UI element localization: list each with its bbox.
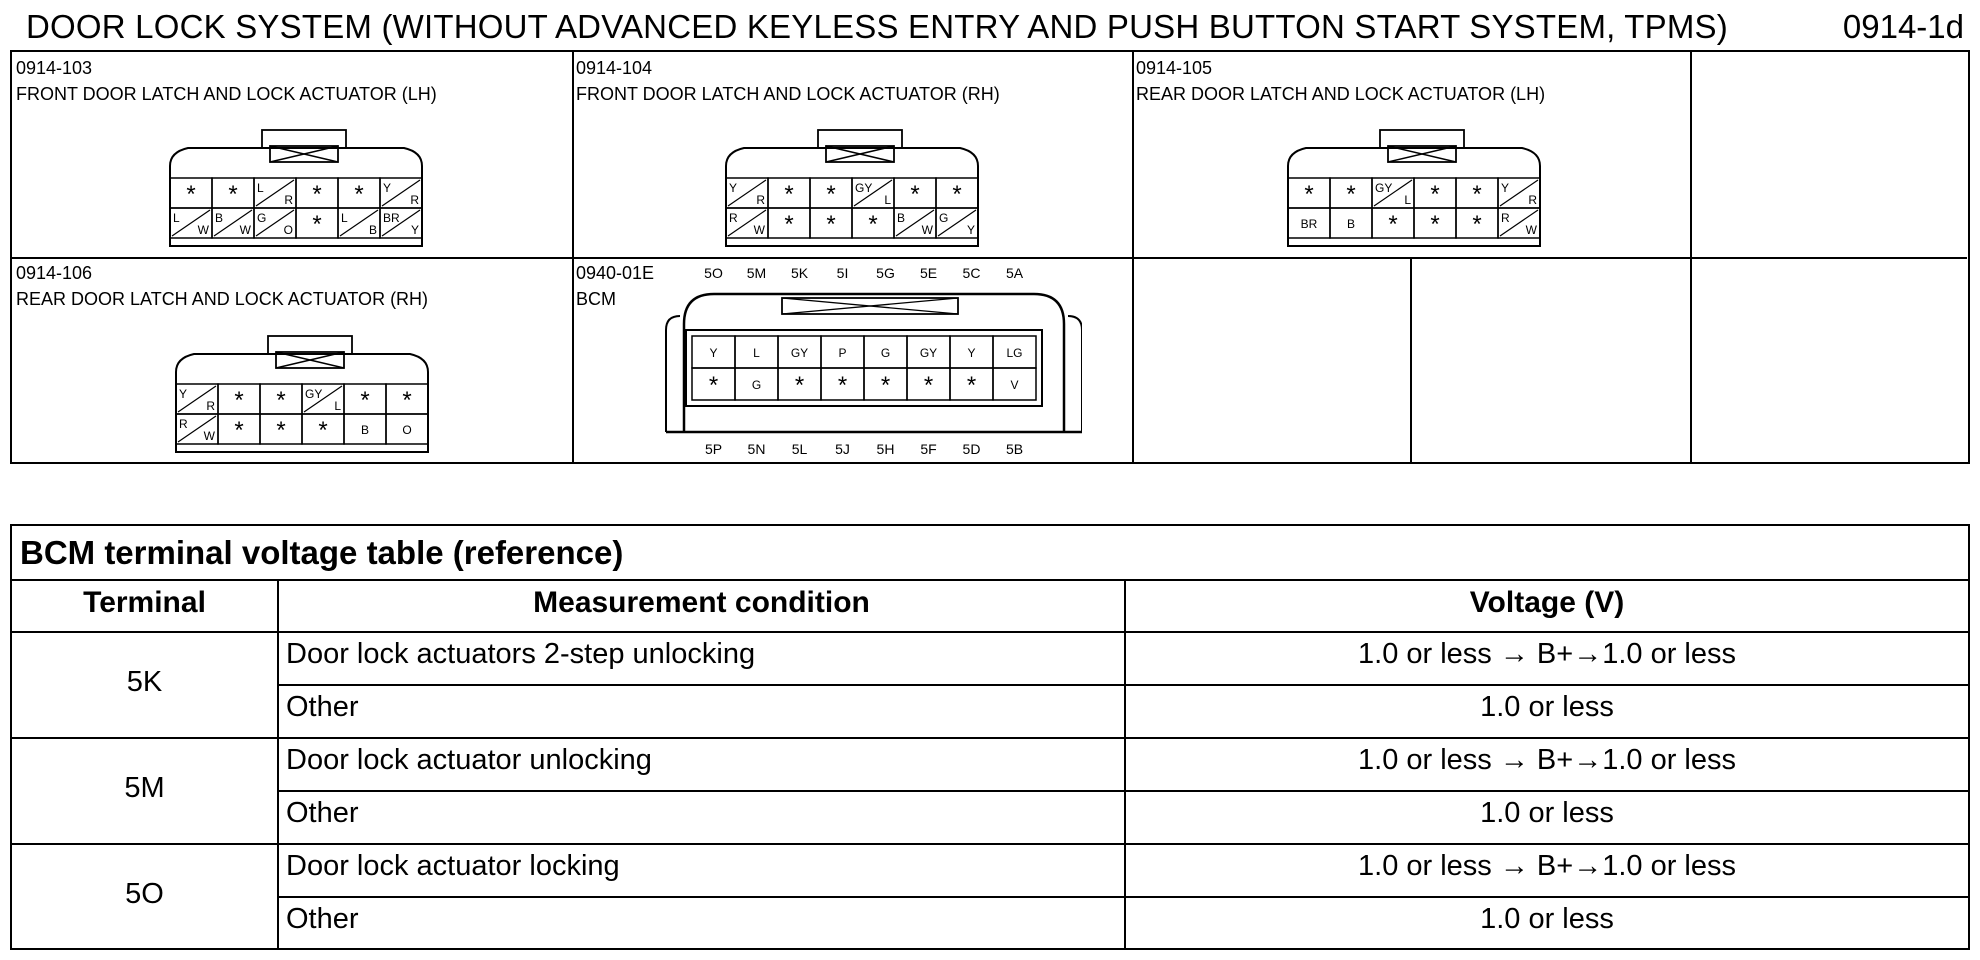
pin-wire-color: R: [179, 417, 188, 431]
grid-divider: [1132, 52, 1134, 462]
pin-unused-mark: *: [1472, 211, 1482, 238]
connector-diagram: [168, 332, 438, 456]
pin-unused-mark: *: [910, 181, 920, 208]
pin-number-label: 5N: [747, 441, 766, 457]
pin-unused-mark: *: [186, 181, 196, 208]
connector-name: FRONT DOOR LATCH AND LOCK ACTUATOR (RH): [576, 84, 1000, 104]
pin-unused-mark: *: [794, 372, 805, 399]
pin-unused-mark: *: [228, 181, 238, 208]
pin-wire-color: BR: [383, 211, 400, 225]
pin-unused-mark: *: [234, 417, 244, 444]
pin-wire-color: G: [257, 211, 267, 225]
pin-unused-mark: *: [1430, 211, 1440, 238]
voltage-cell: 1.0 or less: [1480, 691, 1614, 723]
pin-unused-mark: *: [276, 417, 286, 444]
pin-number-label: 5K: [790, 265, 809, 281]
pin-wire-color: L: [334, 399, 341, 413]
pin-number-label: 5F: [920, 441, 937, 457]
pin-wire-color: Y: [729, 181, 738, 195]
pin-unused-mark: *: [826, 211, 836, 238]
pin-unused-mark: *: [966, 372, 977, 399]
connector-id: 0914-106: [16, 263, 93, 283]
pin-wire-color: O: [402, 423, 412, 437]
pin-number-label: 5C: [962, 265, 981, 281]
table-divider: [277, 580, 279, 948]
pin-wire-color: L: [341, 211, 348, 225]
connector-name: FRONT DOOR LATCH AND LOCK ACTUATOR (LH): [16, 84, 437, 104]
grid-divider: [1410, 258, 1412, 462]
pin-unused-mark: *: [868, 211, 878, 238]
pin-number-label: 5L: [791, 441, 808, 457]
pin-unused-mark: *: [360, 387, 370, 414]
bcm-connector-flange: [1068, 316, 1082, 432]
pin-wire-color: L: [1404, 193, 1411, 207]
pin-number-label: 5O: [704, 265, 723, 281]
pin-number-label: 5E: [919, 265, 938, 281]
connector-id: 0940-01E: [576, 263, 655, 283]
pin-wire-color: Y: [1501, 181, 1510, 195]
connector-diagram: [1280, 126, 1550, 250]
pin-wire-color: P: [838, 346, 847, 360]
pin-unused-mark: *: [1472, 181, 1482, 208]
pin-wire-color: GY: [305, 387, 323, 401]
pin-unused-mark: *: [880, 372, 891, 399]
pin-wire-color: Y: [967, 346, 976, 360]
voltage-cell: 1.0 or less: [1480, 797, 1614, 829]
bcm-connector-flange: [666, 316, 680, 432]
pin-wire-color: Y: [410, 223, 419, 237]
pin-unused-mark: *: [837, 372, 848, 399]
pin-wire-color: R: [410, 193, 419, 207]
pin-unused-mark: *: [1304, 181, 1314, 208]
terminal-cell: 5M: [124, 772, 165, 804]
connector-name: REAR DOOR LATCH AND LOCK ACTUATOR (LH): [1136, 84, 1546, 104]
pin-wire-color: GY: [1375, 181, 1393, 195]
pin-wire-color: W: [239, 223, 251, 237]
pin-wire-color: L: [884, 193, 891, 207]
pin-wire-color: W: [197, 223, 209, 237]
pin-wire-color: B: [1346, 217, 1356, 231]
pin-wire-color: B: [360, 423, 370, 437]
condition-cell: Door lock actuators 2-step unlocking: [286, 638, 756, 670]
voltage-table: [10, 524, 1970, 950]
pin-unused-mark: *: [784, 181, 794, 208]
pin-number-label: 5M: [746, 265, 767, 281]
terminal-cell: 5K: [126, 666, 163, 698]
condition-cell: Door lock actuator locking: [286, 850, 620, 882]
pin-wire-color: B: [897, 211, 906, 225]
pin-wire-color: R: [206, 399, 215, 413]
voltage-cell: 1.0 or less → B+→1.0 or less: [1358, 850, 1736, 882]
pin-wire-color: V: [1010, 378, 1019, 392]
pin-unused-mark: *: [923, 372, 934, 399]
pin-wire-color: Y: [966, 223, 975, 237]
connector-name: REAR DOOR LATCH AND LOCK ACTUATOR (RH): [16, 289, 429, 309]
pin-wire-color: Y: [179, 387, 188, 401]
pin-wire-color: G: [880, 346, 891, 360]
connector-id: 0914-104: [576, 58, 653, 78]
pin-wire-color: L: [753, 346, 760, 360]
pin-wire-color: R: [1528, 193, 1537, 207]
pin-wire-color: W: [753, 223, 765, 237]
pin-unused-mark: *: [354, 181, 364, 208]
table-divider: [12, 843, 1968, 845]
pin-wire-color: GY: [919, 346, 938, 360]
table-title: BCM terminal voltage table (reference): [20, 534, 624, 571]
table-divider: [12, 737, 1968, 739]
condition-cell: Door lock actuator unlocking: [286, 744, 652, 776]
pin-number-label: 5P: [704, 441, 723, 457]
pin-wire-color: R: [1501, 211, 1510, 225]
pin-wire-color: GY: [855, 181, 873, 195]
pin-unused-mark: *: [312, 181, 322, 208]
pin-wire-color: G: [751, 378, 762, 392]
connector-grid: [10, 50, 1970, 464]
pin-number-label: 5I: [836, 265, 849, 281]
pin-wire-color: L: [257, 181, 264, 195]
condition-cell: Other: [286, 903, 359, 935]
voltage-cell: 1.0 or less: [1480, 903, 1614, 935]
pin-unused-mark: *: [1346, 181, 1356, 208]
pin-wire-color: R: [756, 193, 765, 207]
page-title: DOOR LOCK SYSTEM (WITHOUT ADVANCED KEYLESS ENTRY AND PUSH BUTTON START SYSTEM, TPMS): [26, 8, 1728, 45]
pin-wire-color: LG: [1006, 346, 1023, 360]
pin-unused-mark: *: [402, 387, 412, 414]
terminal-cell: 5O: [125, 878, 164, 910]
pin-wire-color: O: [283, 223, 293, 237]
voltage-cell: 1.0 or less → B+→1.0 or less: [1358, 744, 1736, 776]
pin-unused-mark: *: [312, 211, 322, 238]
header-condition: Measurement condition: [533, 586, 870, 619]
connector-id: 0914-103: [16, 58, 93, 78]
connector-id: 0914-105: [1136, 58, 1213, 78]
bcm-connector-diagram: [662, 260, 1082, 460]
pin-wire-color: R: [284, 193, 293, 207]
header-terminal: Terminal: [83, 586, 206, 619]
pin-unused-mark: *: [952, 181, 962, 208]
pin-wire-color: GY: [790, 346, 809, 360]
pin-wire-color: Y: [709, 346, 718, 360]
table-divider: [12, 631, 1968, 633]
pin-wire-color: W: [203, 429, 215, 443]
pin-wire-color: BR: [1300, 217, 1318, 231]
pin-number-label: 5G: [876, 265, 895, 281]
pin-unused-mark: *: [1388, 211, 1398, 238]
table-divider: [278, 896, 1968, 898]
voltage-cell: 1.0 or less → B+→1.0 or less: [1358, 638, 1736, 670]
connector-diagram: [162, 126, 432, 250]
pin-wire-color: R: [729, 211, 738, 225]
condition-cell: Other: [286, 797, 359, 829]
pin-wire-color: W: [921, 223, 933, 237]
pin-unused-mark: *: [1430, 181, 1440, 208]
pin-wire-color: B: [368, 223, 377, 237]
connector-diagram: [718, 126, 988, 250]
header-voltage: Voltage (V): [1469, 586, 1625, 619]
grid-divider: [572, 52, 574, 462]
grid-divider: [12, 257, 1967, 259]
connector-name: BCM: [576, 289, 616, 309]
table-divider: [278, 684, 1968, 686]
pin-wire-color: G: [939, 211, 949, 225]
pin-unused-mark: *: [826, 181, 836, 208]
condition-cell: Other: [286, 691, 359, 723]
pin-number-label: 5H: [876, 441, 895, 457]
pin-wire-color: B: [215, 211, 224, 225]
pin-number-label: 5D: [962, 441, 981, 457]
pin-number-label: 5B: [1005, 441, 1024, 457]
grid-divider: [1690, 52, 1692, 462]
pin-wire-color: Y: [383, 181, 392, 195]
pin-number-label: 5J: [835, 441, 850, 457]
pin-unused-mark: *: [276, 387, 286, 414]
pin-unused-mark: *: [784, 211, 794, 238]
pin-number-label: 5A: [1005, 265, 1024, 281]
pin-unused-mark: *: [708, 372, 719, 399]
pin-unused-mark: *: [234, 387, 244, 414]
table-divider: [278, 790, 1968, 792]
pin-wire-color: L: [173, 211, 180, 225]
pin-wire-color: W: [1525, 223, 1537, 237]
pin-unused-mark: *: [318, 417, 328, 444]
table-divider: [12, 579, 1968, 581]
page-code: 0914-1d: [1842, 8, 1964, 45]
